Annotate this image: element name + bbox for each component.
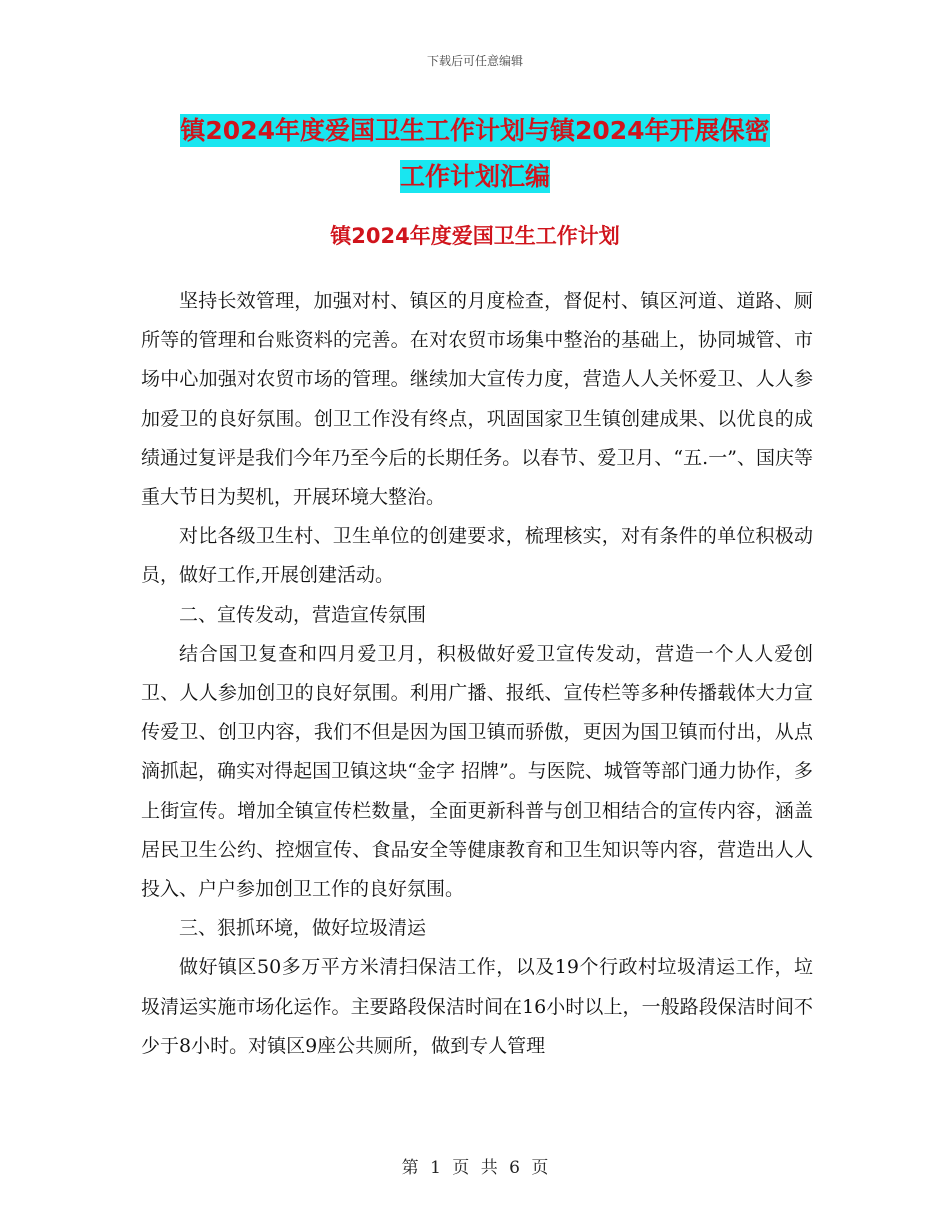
- heading-publicity: 二、宣传发动，营造宣传氛围: [179, 603, 427, 626]
- document-title-line-1: 镇2024年度爱国卫生工作计划与镇2024年开展保密: [180, 116, 770, 145]
- paragraph-4: 做好镇区50多万平方米清扫保洁工作，以及19个行政村垃圾清运工作，垃圾清运实施市场化运作。主要路段保洁时间在16小时以上，一般路段保洁时间不少于8小时。对镇区9座公共厕所，做到专人管理: [141, 956, 813, 1057]
- paragraph-1: 坚持长效管理，加强对村、镇区的月度检查，督促村、镇区河道、道路、厕所等的管理和台账资料的完善。在对农贸市场集中整治的基础上，协同城管、市场中心加强对农贸市场的管理。继续加大宣传力度，营造人人关怀爱卫、人人参加爱卫的良好氛围。创卫工作没有终点，巩固国家卫生镇创建成果、以优良的成绩通过复评是我们今年乃至今后的长期任务。以春节、爱卫月、“五.一”、国庆等重大节日为契机，开展环境大整治。: [141, 290, 813, 509]
- header-note: 下载后可任意编辑: [426, 54, 523, 68]
- paragraph-2: 对比各级卫生村、卫生单位的创建要求，梳理核实，对有条件的单位积极动员，做好工作,开展创建活动。: [141, 525, 813, 587]
- document-title: [0, 108, 950, 200]
- section-title: 镇2024年度爱国卫生工作计划: [330, 224, 620, 248]
- page-number: 第 1 页 共 6 页: [401, 1158, 549, 1178]
- heading-environment: 三、狠抓环境，做好垃圾清运: [179, 917, 427, 940]
- body-text: [141, 282, 813, 1066]
- paragraph-3: 结合国卫复查和四月爱卫月，积极做好爱卫宣传发动，营造一个人人爱创卫、人人参加创卫的良好氛围。利用广播、报纸、宣传栏等多种传播载体大力宣传爱卫、创卫内容，我们不但是因为国卫镇而骄傲，更因为国卫镇而付出，从点滴抓起，确实对得起国卫镇这块“金字 招牌”。与医院、城管等部门通力协作，多上街宣传。增加全镇宣传栏数量，全面更新科普与创卫相结合的宣传内容，涵盖居民卫生公约、控烟宣传、食品安全等健康教育和卫生知识等内容，营造出人人投入、户户参加创卫工作的良好氛围。: [141, 642, 813, 901]
- document-title-line-2: 工作计划汇编: [399, 162, 550, 191]
